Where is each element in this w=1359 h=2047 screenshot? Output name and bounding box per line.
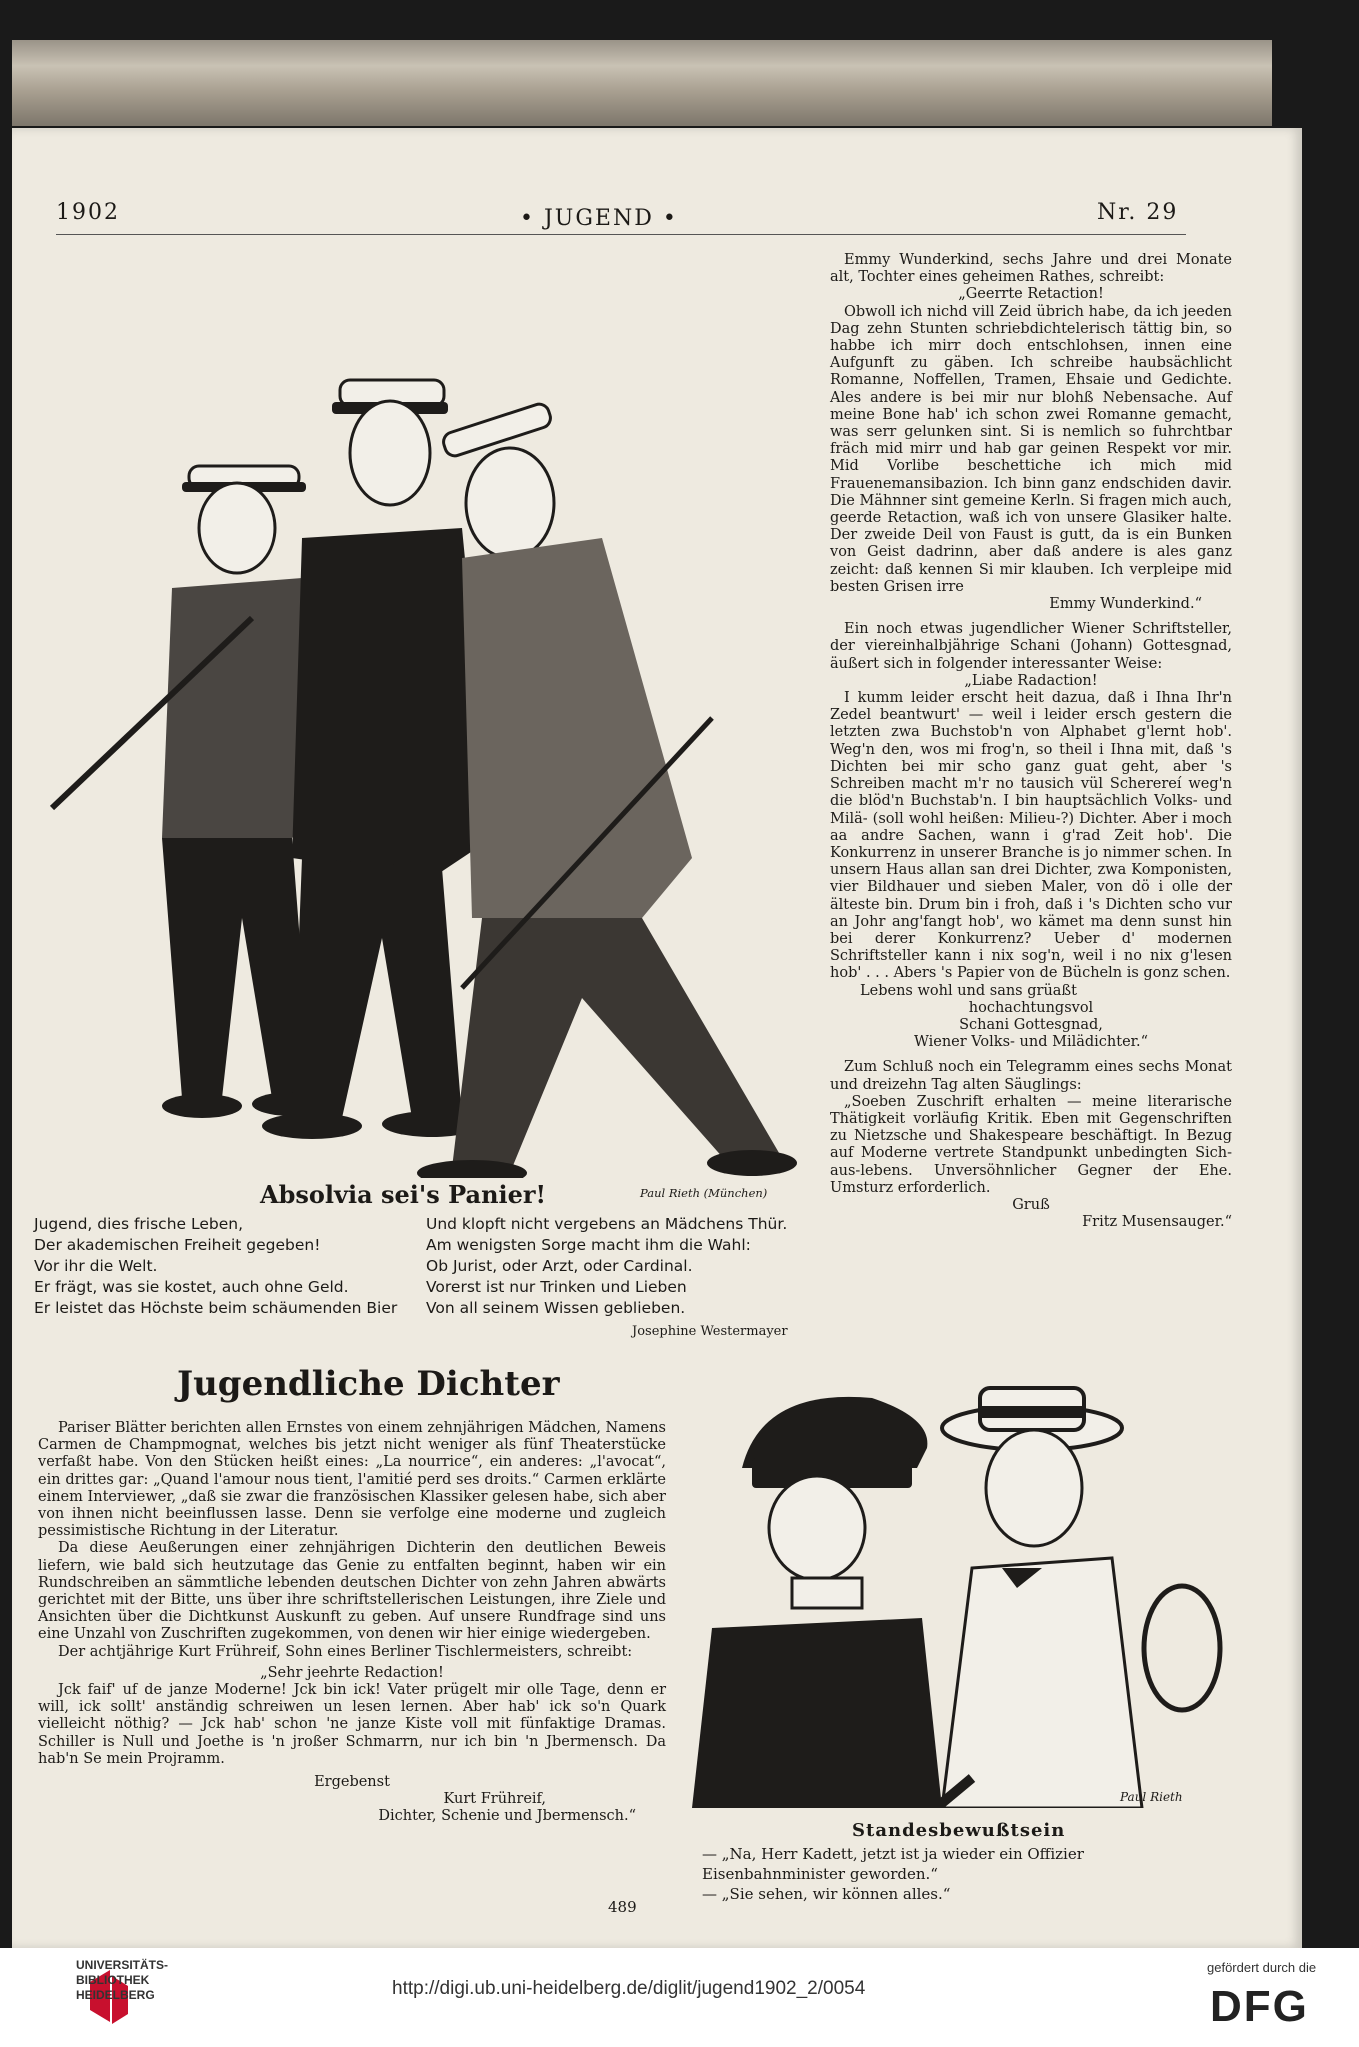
university-name: [76, 1958, 168, 2003]
poem-line: Vor ihr die Welt.: [34, 1257, 158, 1275]
students-illustration: [42, 238, 802, 1178]
closing-schani-2: hochachtungsvol: [968, 999, 1094, 1016]
letter-salutation: „Sehr jeehrte Redaction!: [260, 1664, 444, 1681]
poem-line: Ob Jurist, oder Arzt, oder Cardinal.: [426, 1257, 693, 1275]
letter-emmy: Obwoll ich nichd vill Zeid übrich habe, da ich jeeden Dag zehn Stunten schriebdichtelerisch tättig bin, so habbe ich mirr doch entschlohsen, innen eine Aufgunft zu gäben. Ich schreibe haubsächlicht Romanne, Noffellen, Tramen, Ehsaie und Gedichte. Ales andere is bei mir nur blohß Nebensache. Auf meine Bone hab' ich schon zwei Romanne gemacht, was serr gelunken sint. Si is nemlich so fuhrchtbar fräch mid mirr und hab gar geinen Respekt vor mir. Mid Vorlibe beschettiche ich mich mid Frauenemansibazion. Ich binn ganz endschiden davir. Die Mähnner sint gemeine Kerln. Si fragen mich auch, geerde Retaction, waß ich von unsere Glasiker halte. Der zweide Deil von Faust is gutt, da is ein Bunken von Geist dadrinn, aber daß andere is ales ganz zeicht: daß kennen Si mir klauben. Ich verpleipe mid besten Grisen irre: [830, 303, 1232, 595]
dialogue-line: — „Na, Herr Kadett, jetzt ist ja wieder ein Offizier Eisenbahnminister geworden.“: [702, 1845, 1084, 1883]
letter-schani: I kumm leider erscht heit dazua, daß i Ihna Ihr'n Zedel beantwurt' — weil i leider ersch gestern die letzten zwa Buchstob'n von Alphabet g'lernt hob'. Weg'n den, wos mi frog'n, so theil i Ihna mit, daß 's Dichten bei mir scho ganz guat geht, aber 's Schreiben macht m'r no tausich vül Scherereí weg'n die blöd'n Buchstab'n. I bin hauptsächlich Volks- und Milä- (soll wohl heißen: Milieu-?) Dichter. Aber i moch aa andre Sachen, wann i g'rad Zeit hob'. Die Konkurrenz in unserer Branche is jo nimmer schen. In unsern Haus allan san drei Dichter, zwa Komponisten, vier Bildhauer und sieben Maler, von dö i olle der älteste bin. Drum bin i froh, daß i 's Dichten scho vur an Johr ang'fangt hob', wo kämet ma denn sunst hin bei derer Konkurrenz? Ueber d' modernen Schriftsteller kann i nix sog'n, weil i no nix g'lesen hob' . . . Abers 's Papier von de Bücheln is gonz schen.: [830, 690, 1232, 982]
page: [12, 128, 1302, 1948]
document-url[interactable]: http://digi.ub.uni-heidelberg.de/diglit/jugend1902_2/0054: [392, 1978, 866, 1999]
article-paragraph: Der achtjährige Kurt Frühreif, Sohn eines Berliner Tischlermeisters, schreibt:: [58, 1643, 633, 1660]
header-journal: • JUGEND •: [520, 206, 678, 231]
closing-fritz: Gruß: [1012, 1196, 1050, 1213]
top-illustration-credit: Paul Rieth (München): [640, 1186, 768, 1200]
university-line: UNIVERSITÄTS-: [76, 1958, 169, 1972]
poem-left: [34, 1214, 434, 1319]
signature-schani-title: Wiener Volks- und Milädichter.“: [913, 1034, 1149, 1051]
signature-schani: Schani Gottesgnad,: [959, 1016, 1103, 1033]
letter-closing: Ergebenst: [314, 1774, 390, 1791]
dfg-logo: DFG: [1210, 1982, 1309, 2031]
page-number: 489: [608, 1898, 637, 1916]
signature-emmy: Emmy Wunderkind.“: [1049, 596, 1202, 613]
bottom-illustration-credit: Paul Rieth: [1120, 1790, 1183, 1804]
university-line: HEIDELBERG: [76, 1988, 155, 2002]
top-illustration-title: Absolvia sei's Panier!: [260, 1180, 547, 1209]
salutation-schani: „Liabe Radaction!: [964, 672, 1098, 689]
article-body: [38, 1420, 666, 1826]
cadet-illustration: [672, 1188, 1232, 1808]
intro-schani: Ein noch etwas jugendlicher Wiener Schriftsteller, der viereinhalbjährige Schani (Johann) Gottesgnad, äußert sich in folgender interessanter Weise:: [830, 621, 1232, 672]
right-column: [830, 252, 1232, 1231]
book-edge: [12, 40, 1272, 126]
bottom-illustration-dialogue: [702, 1844, 1222, 1904]
poem-line: Er frägt, was sie kostet, auch ohne Geld.: [34, 1278, 349, 1296]
closing-schani: Lebens wohl und sans grüaßt: [860, 982, 1077, 999]
intro-fritz: Zum Schluß noch ein Telegramm eines sechs Monat und dreizehn Tag alten Säuglings:: [830, 1059, 1232, 1093]
header-issue: Nr. 29: [1097, 200, 1179, 225]
article-paragraph: Da diese Aeußerungen einer zehnjährigen Dichterin den deutlichen Beweis liefern, wie bald sich heutzutage das Genie zu entfalten beginnt, haben wir ein Rundschreiben an sämmtliche lebenden deutschen Dichter von zehn Jahren abwärts gerichtet mit der Bitte, uns über ihre schriftstellerischen Leistungen, ihre Ziele und Ansichten über die Dichtkunst Auskunft zu geben. Auf unsere Rundfrage sind uns eine Unzahl von Zuschriften zugekommen, von denen wir hier einige wiedergeben.: [38, 1540, 666, 1643]
sponsor-label: gefördert durch die: [1207, 1960, 1317, 1975]
poem-author: Josephine Westermayer: [632, 1324, 788, 1339]
poem-line: Der akademischen Freiheit gegeben!: [34, 1236, 321, 1254]
poem-line: Von all seinem Wissen geblieben.: [426, 1299, 686, 1317]
signature-fritz: Fritz Musensauger.“: [1082, 1214, 1232, 1231]
article-title: Jugendliche Dichter: [177, 1364, 560, 1404]
dialogue-line: — „Sie sehen, wir können alles.“: [702, 1885, 951, 1903]
poem-line: Am wenigsten Sorge macht ihm die Wahl:: [426, 1236, 751, 1254]
bottom-illustration-title: Standesbewußtsein: [852, 1820, 1066, 1841]
letter-signature-title: Dichter, Schenie und Jbermensch.“: [378, 1808, 636, 1825]
poem-line: Jugend, dies frische Leben,: [34, 1215, 244, 1233]
header-rule: [56, 234, 1186, 235]
article-paragraph: Pariser Blätter berichten allen Ernstes von einem zehnjährigen Mädchen, Namens Carmen de Champmognat, welches bis jetzt nicht weniger als fünf Theaterstücke verfaßt habe. Von den Stücken heißt eines: „La nourrice“, ein anderes: „l'avocat“, ein drittes gar: „Quand l'amour nous tient, l'amitié perd ses droits.“ Carmen erklärte einem Interviewer, „daß sie zwar die französischen Klassiker gelesen habe, sich aber von ihnen nicht beeinflussen lasse. Denn sie verfolge eine moderne und zugleich pessimistische Richtung in der Literatur.: [38, 1420, 666, 1540]
header-year: 1902: [56, 200, 120, 225]
university-line: BIBLIOTHEK: [76, 1973, 150, 1987]
poem-line: Und klopft nicht vergebens an Mädchens Thür.: [426, 1215, 788, 1233]
letter-signature: Kurt Frühreif,: [443, 1791, 546, 1808]
salutation-emmy: „Geerrte Retaction!: [958, 286, 1104, 303]
poem-line: Er leistet das Höchste beim schäumenden Bier: [34, 1299, 398, 1317]
footer: [0, 1948, 1359, 2047]
letter-body: Jck faif' uf de janze Moderne! Jck bin ick! Vater prügelt mir olle Tage, denn er will, ick sollt' anständig schreiwen un lesen lernen. Aber hab' ick so'n Quark vielleicht nöthig? — Jck hab' schon 'ne janze Kiste voll mit fünfaktige Dramas. Schiller is Null und Joethe is 'n jroßer Schmarrn, nur ich bin 'n Jbermensch. Da hab'n Se mein Projramm.: [38, 1682, 666, 1767]
poem-line: Vorerst ist nur Trinken und Lieben: [426, 1278, 687, 1296]
intro-emmy: Emmy Wunderkind, sechs Jahre und drei Monate alt, Tochter eines geheimen Rathes, schreibt:: [830, 252, 1232, 286]
telegram-fritz: „Soeben Zuschrift erhalten — meine literarische Thätigkeit vorläufig Kritik. Eben mit Gegenschriften zu Nietzsche und Shakespeare beschäftigt. In Bezug auf Moderne vertrete Standpunkt unbedingten Sich-aus-lebens. Unversöhnlicher Gegner der Ehe. Umsturz erforderlich.: [830, 1093, 1232, 1196]
